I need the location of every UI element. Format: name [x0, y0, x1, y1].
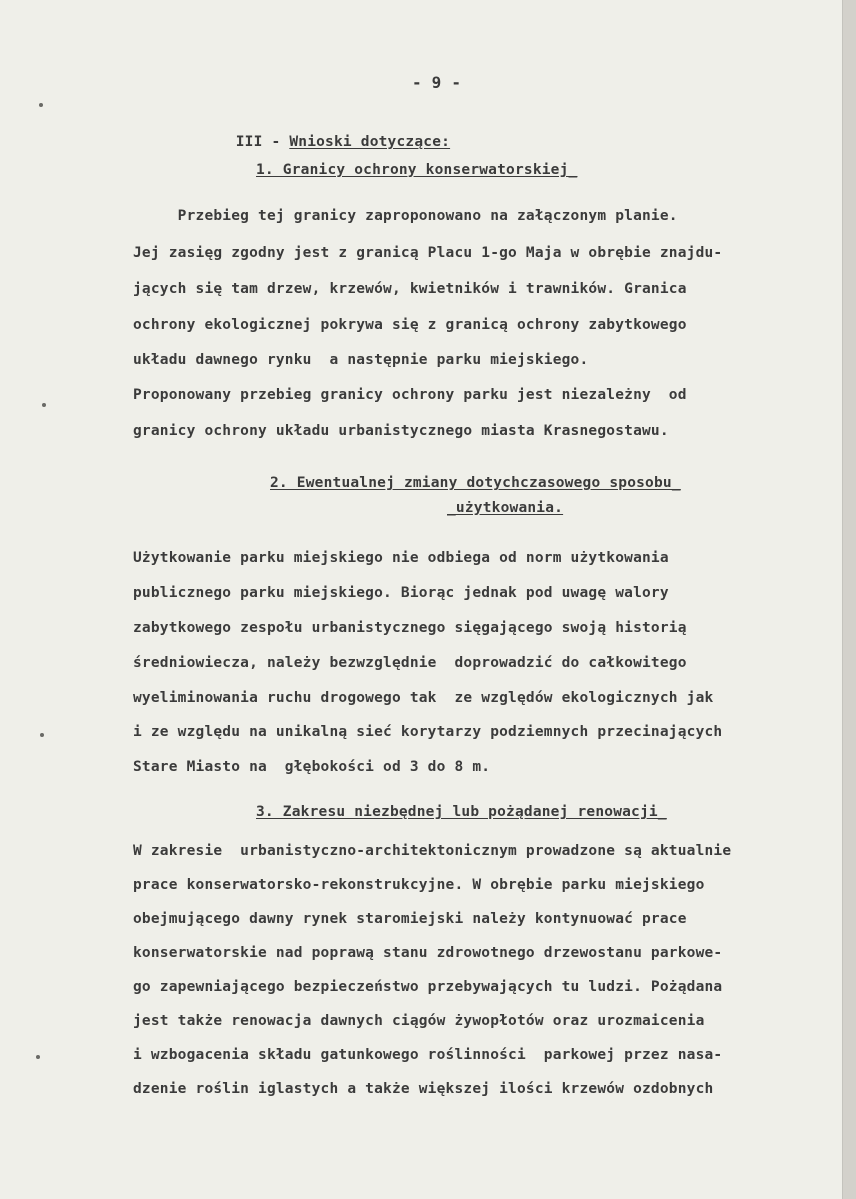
paragraph-line: obejmującego dawny rynek staromiejski należy kontynuować prace — [133, 911, 687, 927]
paragraph-line: i wzbogacenia składu gatunkowego roślinności parkowej przez nasa- — [133, 1047, 723, 1063]
paragraph-line: go zapewniającego bezpieczeństwo przebywających tu ludzi. Pożądana — [133, 979, 723, 995]
paragraph-line: granicy ochrony układu urbanistycznego miasta Krasnegostawu. — [133, 423, 669, 439]
page-number: - 9 - — [412, 73, 462, 92]
punch-hole-mark — [40, 733, 44, 737]
paragraph-line: zabytkowego zespołu urbanistycznego sięgającego swoją historią — [133, 620, 687, 636]
paragraph-line: jest także renowacja dawnych ciągów żywopłotów oraz urozmaicenia — [133, 1013, 705, 1029]
paragraph-line: jących się tam drzew, krzewów, kwietników i trawników. Granica — [133, 281, 687, 297]
paragraph-line: Użytkowanie parku miejskiego nie odbiega od norm użytkowania — [133, 550, 669, 566]
paragraph-line: Proponowany przebieg granicy ochrony parku jest niezależny od — [133, 387, 687, 403]
paragraph-line: Przebieg tej granicy zaproponowano na załączonym planie. — [133, 208, 678, 224]
section-heading — [200, 118, 450, 166]
punch-hole-mark — [39, 103, 43, 107]
paragraph-line: Jej zasięg zgodny jest z granicą Placu 1-go Maja w obrębie znajdu- — [133, 245, 723, 261]
paragraph-line: dzenie roślin iglastych a także większej ilości krzewów ozdobnych — [133, 1081, 714, 1097]
paragraph-line: ochrony ekologicznej pokrywa się z granicą ochrony zabytkowego — [133, 317, 687, 333]
paragraph-line: publicznego parku miejskiego. Biorąc jednak pod uwagę walory — [133, 585, 669, 601]
punch-hole-mark — [36, 1055, 40, 1059]
punch-hole-mark — [42, 403, 46, 407]
subsection-3-heading: 3. Zakresu niezbędnej lub pożądanej renowacji_ — [256, 804, 667, 820]
paragraph-line: W zakresie urbanistyczno-architektonicznym prowadzone są aktualnie — [133, 843, 732, 859]
paragraph-line: układu dawnego rynku a następnie parku miejskiego. — [133, 352, 589, 368]
paragraph-line: i ze względu na unikalną sieć korytarzy podziemnych przecinających — [133, 724, 723, 740]
subsection-1-heading: 1. Granicy ochrony konserwatorskiej_ — [256, 162, 578, 178]
paragraph-line: konserwatorskie nad poprawą stanu zdrowotnego drzewostanu parkowe- — [133, 945, 723, 961]
subsection-2-heading: 2. Ewentualnej zmiany dotychczasowego sposobu_ — [270, 475, 681, 491]
paragraph-line: wyeliminowania ruchu drogowego tak ze względów ekologicznych jak — [133, 690, 714, 706]
paragraph-line: prace konserwatorsko-rekonstrukcyjne. W obrębie parku miejskiego — [133, 877, 705, 893]
paragraph-line: średniowiecza, należy bezwzględnie doprowadzić do całkowitego — [133, 655, 687, 671]
paragraph-line: Stare Miasto na głębokości od 3 do 8 m. — [133, 759, 491, 775]
subsection-2-heading-continued: _użytkowania. — [447, 500, 564, 516]
section-title: Wnioski dotyczące: — [289, 134, 451, 150]
section-prefix: III - — [235, 134, 290, 150]
